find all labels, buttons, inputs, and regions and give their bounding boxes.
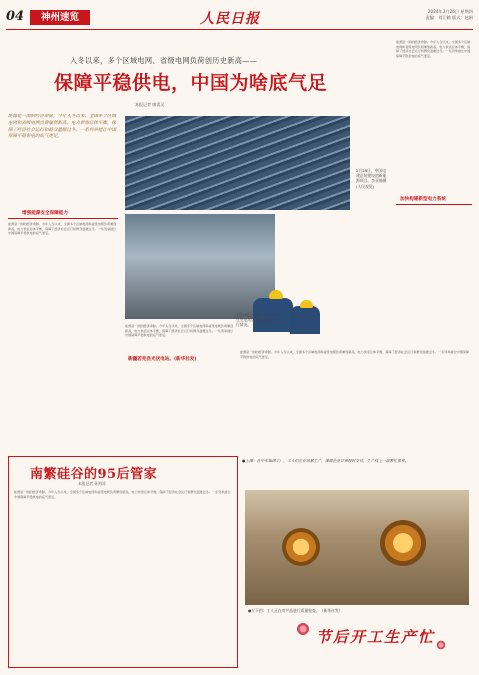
- factory-caption: ●上图：在中车集团工厂，工人们正在加紧生产，保障企业订单按时交付，生产线上一派繁忙景象。: [242, 458, 409, 463]
- hardhat-icon: [269, 290, 283, 299]
- body-text-filler: 能源是一国的经济命脉。今年入冬以来，全国多个区域电网和省级电网负荷屡创新高，电力供需总体平衡，保障了经济社会运行和群众温暖过冬。一系列举措让中国保障平稳供电的底气更足。: [14, 490, 231, 499]
- lead-byline: 本报记者 廖睿灵: [135, 102, 165, 107]
- flower-icon: [436, 640, 446, 650]
- subhead-1: 加快构建新型电力系统: [400, 197, 446, 202]
- worker-figure: [290, 306, 320, 334]
- factory-photo: [245, 490, 469, 605]
- middle-column-text: [125, 324, 235, 448]
- workers-photo-caption: 1月23日，国网工作人员在变电站巡视检查设备运行情况。: [236, 312, 278, 328]
- section-label[interactable]: 神州速览: [30, 10, 90, 25]
- bottom-story-byline: 本报记者 孙海涛: [78, 481, 106, 486]
- hardhat-icon: [300, 300, 313, 308]
- body-text-filler: 能源是一国的经济命脉。今年入冬以来，全国多个区域电网和省级电网负荷屡创新高，电力供需总体平衡，保障了经济社会运行和群众温暖过冬。一系列举措让中国保障平稳供电的底气更足。: [240, 350, 469, 359]
- photo1-caption: 新疆若羌县光伏电站。(新华社发): [128, 357, 197, 362]
- issue-date: 2024年3月26日 星期四: [427, 9, 473, 14]
- right-column-text: [396, 40, 472, 192]
- solar-farm-photo: [125, 116, 350, 210]
- page-header: [6, 8, 473, 30]
- body-text-filler: 能源是一国的经济命脉。今年入冬以来，全国多个区域电网和省级电网负荷屡创新高，电力供需总体平衡，保障了经济社会运行和群众温暖过冬。一系列举措让中国保障平稳供电的底气更足。: [396, 40, 471, 58]
- flower-icon: [296, 622, 310, 636]
- page-number: 04: [6, 9, 25, 24]
- left-column-text: [8, 222, 118, 448]
- divider: [8, 218, 118, 219]
- coil-graphic: [282, 528, 320, 566]
- coil-graphic: [380, 520, 426, 566]
- date-line: [398, 9, 473, 21]
- subhead-0: 增强能源安全保障能力: [22, 211, 68, 216]
- right-lower-text: [240, 350, 472, 448]
- side-photo-caption: 2月28日，中国电建总装建设的新能源项目。李亚楠摄(人民视觉): [356, 168, 387, 189]
- lead-kicker: 入冬以来，多个区域电网、省级电网负荷创历史新高——: [70, 56, 258, 65]
- lead-headline[interactable]: 保障平稳供电，中国为啥底气足: [54, 72, 328, 94]
- bottom-story-text: [14, 490, 232, 662]
- body-text-filler: 能源是一国的经济命脉。今年入冬以来，全国多个区域电网和省级电网负荷屡创新高，电力供需总体平衡，保障了经济社会运行和群众温暖过冬。一系列举措让中国保障平稳供电的底气更足。: [125, 324, 234, 337]
- slogan-title: 节后开工生产忙: [316, 628, 436, 646]
- editor-credit: 责编：刘江鹤 版式：赵娟: [425, 15, 473, 20]
- lead-paragraph: 能源是一国的经济命脉。今年入冬以来，全国多个区域电网和省级电网负荷屡创新高，电力供需总体平衡，保障了经济社会运行和群众温暖过冬。一系列举措让中国保障平稳供电的底气更足。: [8, 114, 116, 140]
- bottom-story-title[interactable]: 南繁硅谷的95后管家: [30, 467, 158, 482]
- divider: [396, 204, 472, 205]
- masthead-logo: 人民日报: [200, 11, 260, 27]
- factory-sub-caption: ●左下图：工人正在对产品进行质量检查。（新华社发）: [248, 608, 343, 613]
- body-text-filler: 能源是一国的经济命脉。今年入冬以来，全国多个区域电网和省级电网负荷屡创新高，电力供需总体平衡，保障了经济社会运行和群众温暖过冬。一系列举措让中国保障平稳供电的底气更足。: [8, 222, 117, 235]
